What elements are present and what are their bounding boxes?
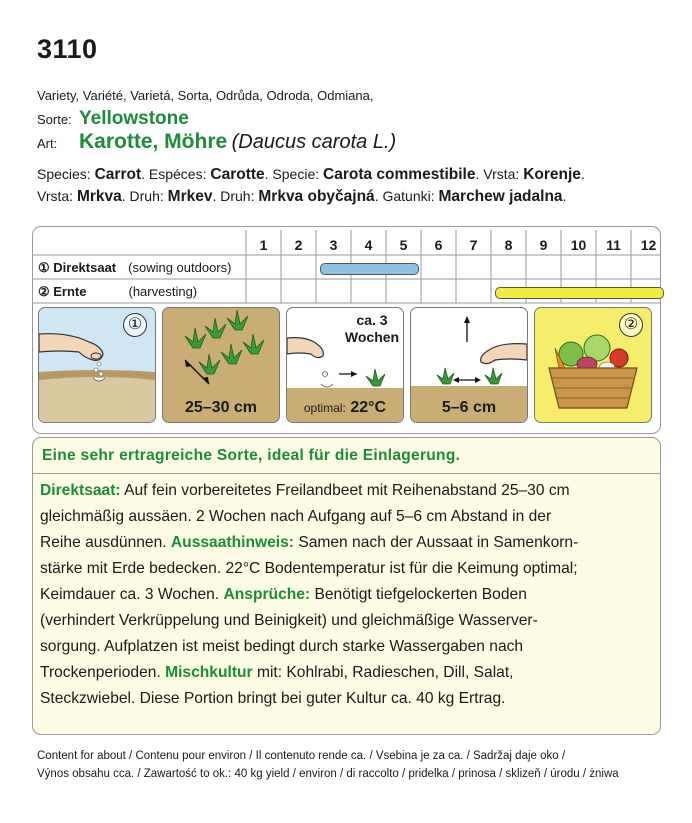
row-spacing-caption: 25–30 cm [184, 399, 258, 416]
species-2-part: . Gatunki: [374, 188, 439, 204]
pictogram-sowing [38, 307, 156, 423]
month-label: 10 [570, 237, 587, 253]
month-label: 2 [294, 237, 303, 253]
art-latin: (Daucus carota L.) [231, 131, 397, 153]
description-line: Direktsaat: Auf fein vorbereitetes Freilandbeet mit Reihenabstand 25–30 cm [40, 482, 570, 499]
variety-line: Variety, Variété, Varietá, Sorta, Odrůda, Odroda, Odmiana, [37, 88, 374, 103]
art-value: Karotte, Möhre [79, 130, 228, 153]
row-label-sowing: ① Direktsaat (sowing outdoors) [38, 260, 232, 275]
month-label: 11 [606, 237, 621, 253]
month-label: 7 [469, 237, 478, 253]
sowing-calendar [32, 226, 661, 434]
species-1-part: . [580, 166, 585, 182]
description-line: Trockenperioden. Mischkultur mit: Kohlrabi, Radieschen, Dill, Salat, [40, 664, 514, 681]
month-label: 8 [504, 237, 513, 253]
art-label: Art: [37, 136, 58, 151]
footer-line-1: Content for about / Contenu pour environ / Il contenuto rende ca. / Vsebina je za ca. / Sadržaj daje oko / [37, 750, 566, 762]
germination-temperature: optimal: 22°C [303, 399, 387, 416]
sorte-label: Sorte: [37, 112, 72, 127]
species-line-2 [37, 188, 566, 206]
description-box [32, 437, 661, 735]
art-row [37, 130, 396, 154]
sorte-row [37, 108, 189, 130]
month-label: 5 [399, 237, 408, 253]
species-1-part: Carrot [94, 166, 142, 183]
germination-duration: ca. 3 Wochen [344, 312, 400, 345]
description-line: gleichmäßig aussäen. 2 Wochen nach Aufgang auf 5–6 cm Abstand in der [40, 508, 552, 525]
species-2-part: Vrsta: [37, 188, 77, 204]
species-1-part: . Espéces: [141, 166, 211, 182]
species-2-part: Mrkva obyčajná [258, 188, 375, 205]
species-1-part: . Vrsta: [475, 166, 524, 182]
species-1-part: Korenje [523, 166, 581, 183]
pictogram-germination [286, 307, 404, 423]
product-number: 3110 [37, 34, 98, 64]
month-label: 1 [259, 237, 268, 253]
description-line: (verhindert Verkrüppelung und Beinigkeit) und gleichmäßige Wasserver- [40, 612, 538, 629]
description-line: Keimdauer ca. 3 Wochen. Ansprüche: Benötigt tiefgelockerten Boden [40, 586, 527, 603]
description-line: stärke mit Erde bedecken. 22°C Bodentemperatur ist für die Keimung optimal; [40, 560, 578, 577]
species-1-part: . Specie: [264, 166, 324, 182]
species-2-part: Mrkev [167, 188, 213, 205]
description-headline: Eine sehr ertragreiche Sorte, ideal für die Einlagerung. [42, 447, 461, 464]
species-2-part: Mrkva [76, 188, 122, 205]
month-label: 6 [434, 237, 443, 253]
description-line: Steckzwiebel. Diese Portion bringt bei guter Kultur ca. 40 kg Ertrag. [40, 690, 506, 707]
species-2-part: . [562, 188, 567, 204]
species-2-part: . Druh: [212, 188, 259, 204]
species-line-1 [37, 166, 585, 184]
description-body [40, 478, 655, 712]
species-2-part: Marchew jadalna [438, 188, 563, 205]
pictogram-row-spacing [162, 307, 280, 423]
divider [33, 473, 660, 474]
footer-line-2: Výnos obsahu cca. / Zawartość to ok.: 40 kg yield / environ / di raccolto / pridelka / prinosa / sklizeň / úrodu / żniwa [37, 768, 619, 780]
month-label: 12 [640, 237, 657, 253]
species-1-part: Carotte [210, 166, 265, 183]
step-badge-sow: ① [123, 313, 147, 337]
species-1-part: Carota commestibile [323, 166, 476, 183]
sowing-period-bar [320, 263, 419, 275]
species-2-part: . Druh: [121, 188, 168, 204]
month-label: 4 [364, 237, 373, 253]
harvest-period-bar [495, 287, 664, 299]
thinning-caption: 5–6 cm [441, 399, 497, 416]
month-label: 9 [539, 237, 548, 253]
row-label-harvest: ② Ernte (harvesting) [38, 284, 198, 299]
month-label: 3 [329, 237, 338, 253]
description-line: sorgung. Aufplatzen ist meist bedingt durch starke Wassergaben nach [40, 638, 524, 655]
pictogram-thinning [410, 307, 528, 423]
step-badge-harvest: ② [619, 313, 643, 337]
sorte-value: Yellowstone [79, 108, 189, 129]
pictogram-harvest [534, 307, 652, 423]
description-line: Reihe ausdünnen. Aussaathinweis: Samen nach der Aussaat in Samenkorn- [40, 534, 579, 551]
species-1-part: Species: [37, 166, 95, 182]
